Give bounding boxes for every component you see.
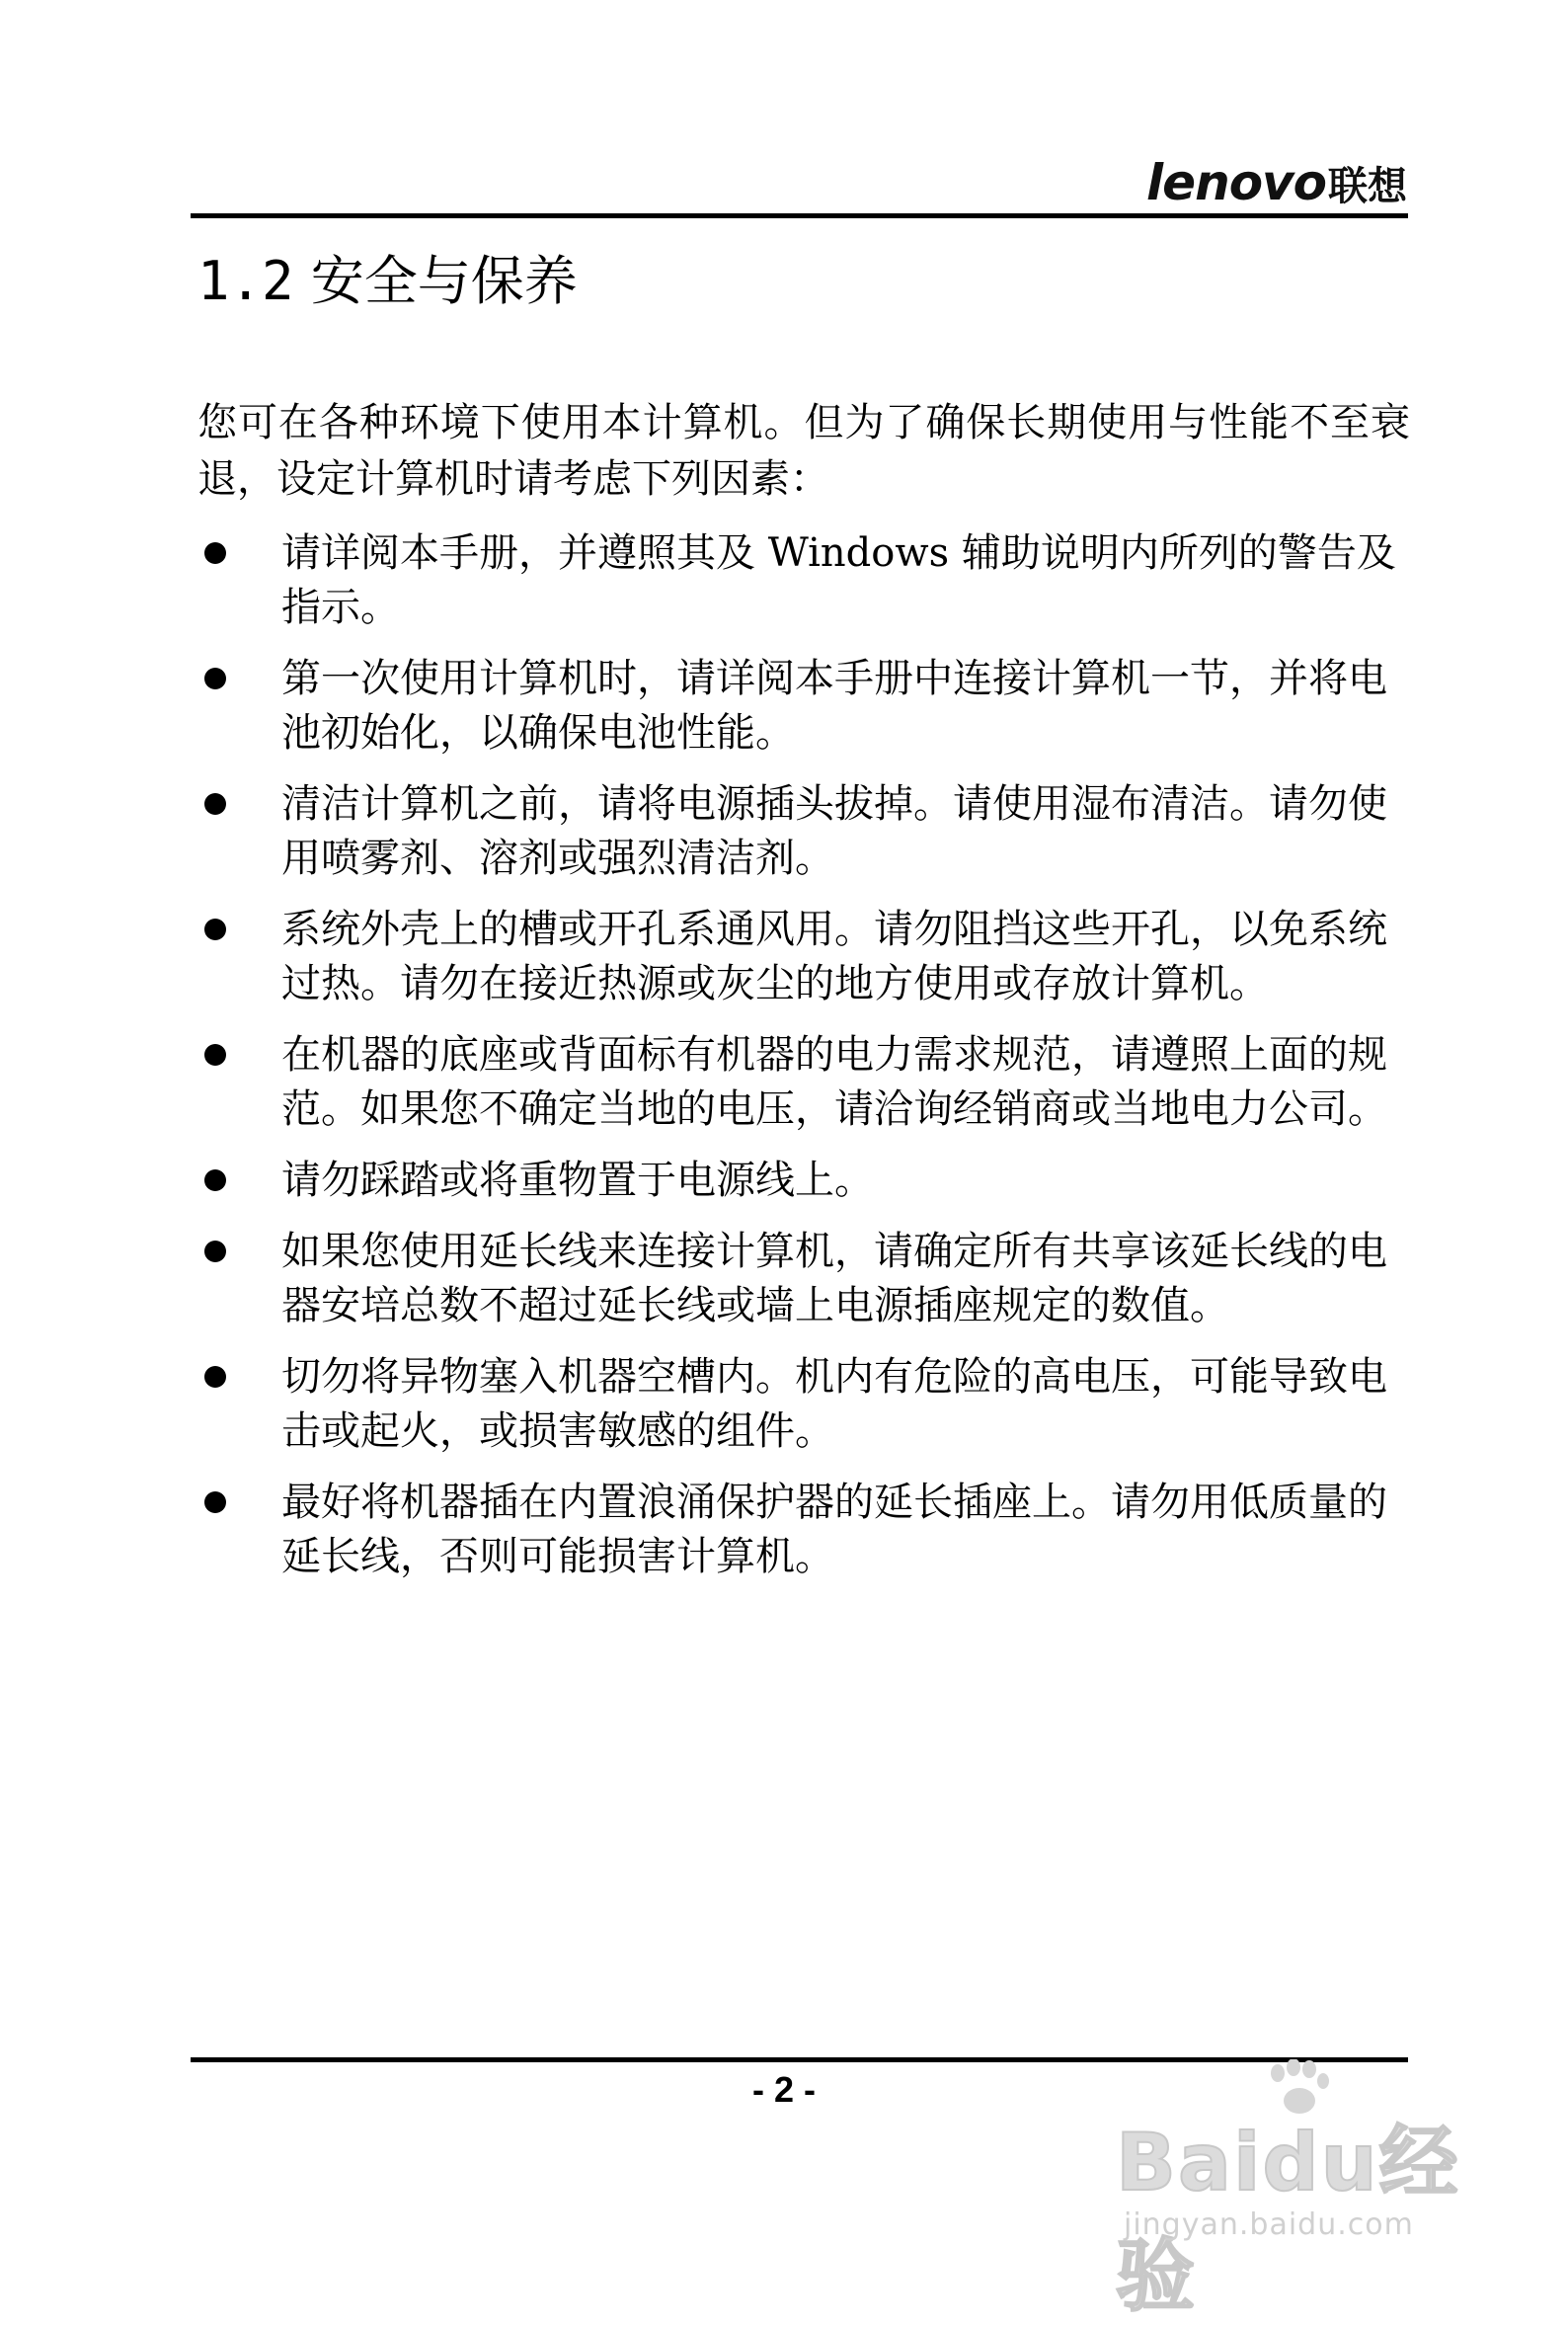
list-item-text: 切勿将异物塞入机器空槽内。机内有危险的高电压，可能导致电击或起火，或损害敏感的组件。 bbox=[281, 1354, 1387, 1454]
section-number: 1.2 bbox=[197, 250, 294, 312]
list-item-text: 第一次使用计算机时，请详阅本手册中连接计算机一节，并将电池初始化，以确保电池性能。 bbox=[281, 656, 1387, 756]
bullet-icon bbox=[204, 1044, 226, 1066]
list-item-text: 如果您使用延长线来连接计算机，请确定所有共享该延长线的电器安培总数不超过延长线或墙上电源插座规定的数值。 bbox=[281, 1229, 1387, 1328]
list-item bbox=[197, 1476, 1410, 1584]
list-item bbox=[197, 1028, 1410, 1137]
baidu-jingyan-watermark bbox=[1116, 2059, 1491, 2322]
bullet-icon bbox=[204, 542, 226, 564]
list-item-text: 系统外壳上的槽或开孔系通风用。请勿阻挡这些开孔，以免系统过热。请勿在接近热源或灰尘的地方使用或存放计算机。 bbox=[281, 907, 1387, 1006]
logo-text: lenovo bbox=[1146, 154, 1326, 211]
bullet-icon bbox=[204, 793, 226, 815]
section-title bbox=[197, 249, 578, 314]
list-item-text: 请勿踩踏或将重物置于电源线上。 bbox=[281, 1158, 874, 1203]
watermark-url: jingyan.baidu.com bbox=[1124, 2207, 1414, 2242]
bullet-icon bbox=[204, 1491, 226, 1513]
list-item-text: 最好将机器插在内置浪涌保护器的延长插座上。请勿用低质量的延长线，否则可能损害计算机。 bbox=[281, 1480, 1387, 1579]
bullet-icon bbox=[204, 1169, 226, 1191]
bullet-icon bbox=[204, 1366, 226, 1388]
bullet-icon bbox=[204, 668, 226, 689]
list-item-text: 在机器的底座或背面标有机器的电力需求规范，请遵照上面的规范。如果您不确定当地的电压，请洽询经销商或当地电力公司。 bbox=[281, 1032, 1387, 1132]
bullet-icon bbox=[204, 1241, 226, 1262]
list-item bbox=[197, 1350, 1410, 1459]
safety-list bbox=[197, 526, 1410, 1601]
intro-paragraph: 您可在各种环境下使用本计算机。但为了确保长期使用与性能不至衰退，设定计算机时请考虑下列因素： bbox=[197, 400, 1410, 502]
list-item bbox=[197, 777, 1410, 886]
watermark-brand: Baidu经验 bbox=[1116, 2117, 1460, 2322]
section-title-text: 安全与保养 bbox=[310, 250, 578, 312]
list-item bbox=[197, 903, 1410, 1011]
header-rule bbox=[191, 213, 1408, 218]
list-item-text: 请详阅本手册，并遵照其及 Windows 辅助说明内所列的警告及指示。 bbox=[281, 530, 1396, 630]
list-item bbox=[197, 652, 1410, 761]
list-item-text: 清洁计算机之前，请将电源插头拔掉。请使用湿布清洁。请勿使用喷雾剂、溶剂或强烈清洁剂。 bbox=[281, 781, 1387, 881]
list-item bbox=[197, 1154, 1410, 1208]
logo-cn-text: 联想 bbox=[1328, 164, 1407, 209]
list-item bbox=[197, 1225, 1410, 1333]
list-item bbox=[197, 526, 1410, 635]
bullet-icon bbox=[204, 919, 226, 940]
lenovo-logo bbox=[1146, 154, 1407, 211]
page-number: - 2 - bbox=[751, 2069, 816, 2110]
